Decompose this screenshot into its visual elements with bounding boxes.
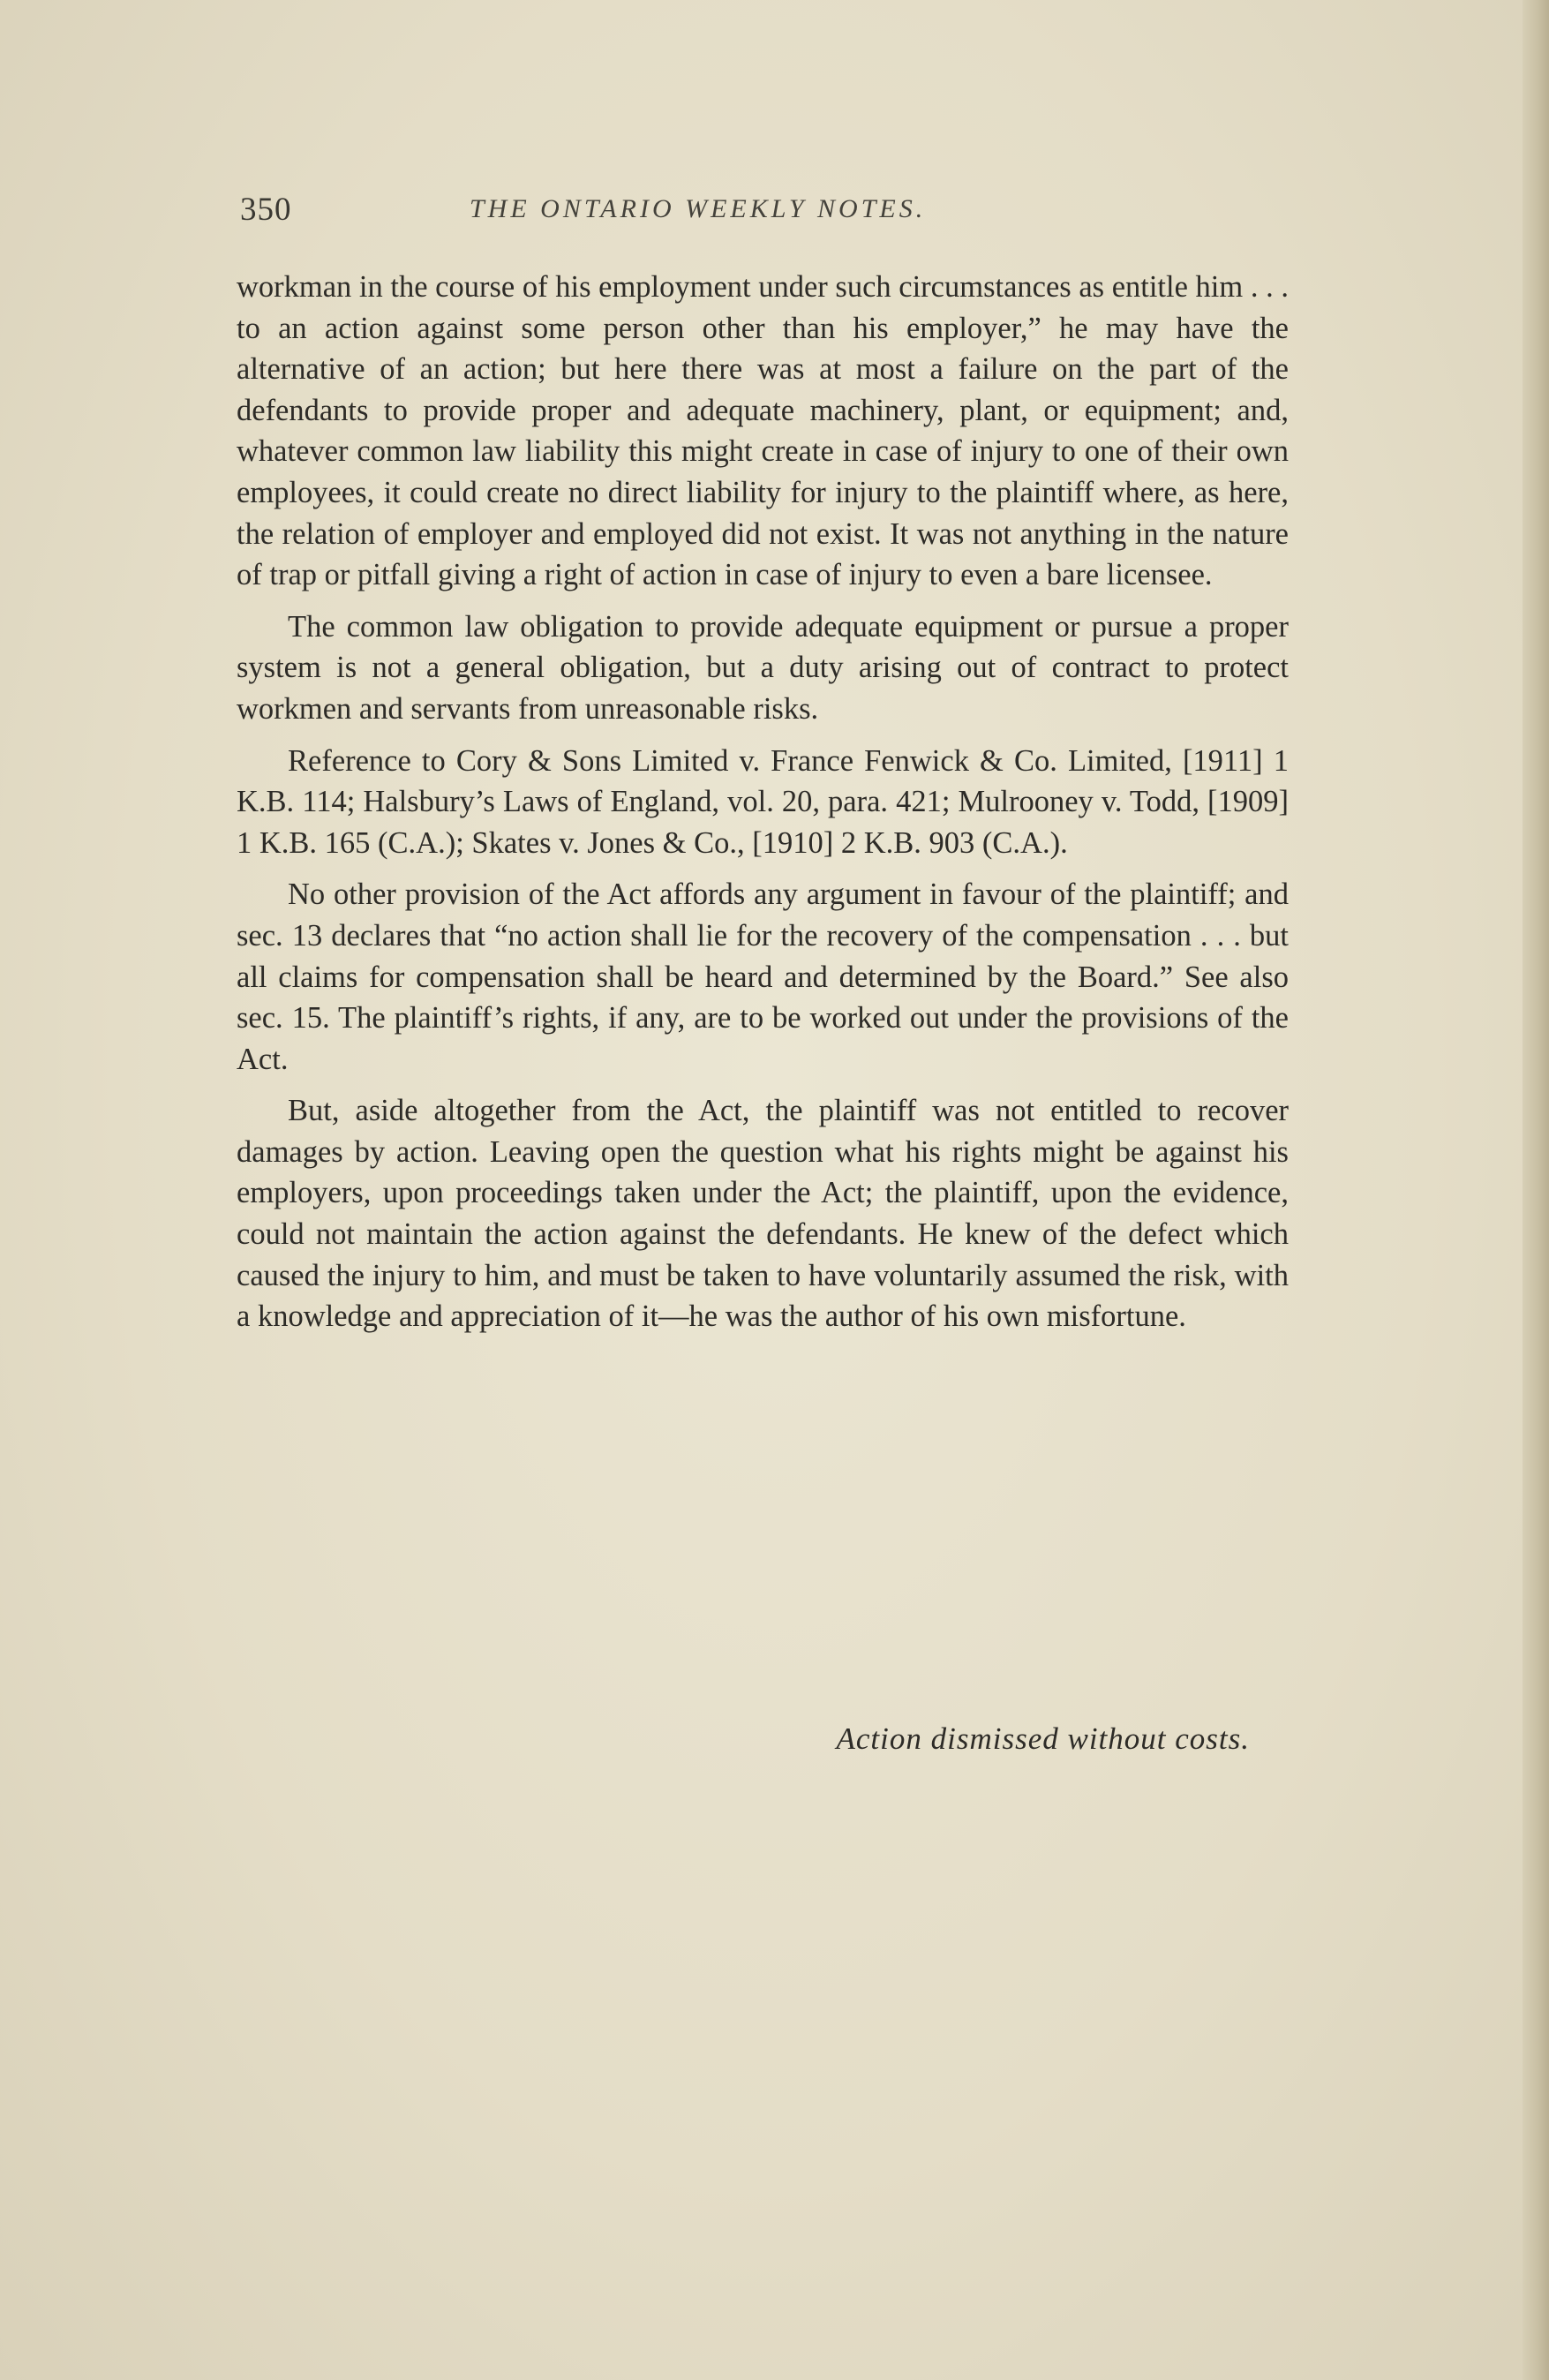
paragraph: The common law obligation to provide adequate equipment or pursue a proper system is not a general obligation, but a duty arising out of contract to protect workmen and servants from unreasonable risks. [237,609,1289,726]
page-header [240,187,1282,240]
paragraph: workman in the course of his employment under such circumstances as entitle him . . . to an action against some person other than his employer,” he may have the alternative of an action; but here there was at most a failure on the part of the defendants to provide proper and adequate machinery, plant, or equipment; and, whatever common law liability this might create in case of injury to one of their own employees, it could create no direct liability for injury to the plaintiff where, as here, the relation of employer and employed did not exist. It was not anything in the nature of trap or pitfall giving a right of action in case of injury to even a bare licensee. [237,270,1289,592]
paragraph: No other provision of the Act affords any argument in favour of the plaintiff; and sec. 13 declares that “no action shall lie for the recovery of the compensation . . . but all claims for compensation shall be heard and determined by the Board.” See also sec. 15. The plaintiff’s rights, if any, are to be worked out under the provisions of the Act. [237,877,1289,1076]
closing-line: Action dismissed without costs. [836,1721,1250,1756]
paragraph: Reference to Cory & Sons Limited v. France Fenwick & Co. Limited, [1911] 1 K.B. 114; Halsbury’s Laws of England, vol. 20, para. 421; Mulrooney v. Todd, [1909] 1 K.B. 165 (C.A.); Skates v. Jones & Co., [1910] 2 K.B. 903 (C.A.). [237,743,1289,860]
running-head: THE ONTARIO WEEKLY NOTES. [470,194,927,223]
body-text [237,267,1289,1348]
page-number: 350 [240,192,292,228]
paragraph: But, aside altogether from the Act, the plaintiff was not entitled to recover damages by action. Leaving open the question what his rights might be against his employers, upon proceedings taken under the Act; the plaintiff, upon the evidence, could not maintain the action against the defendants. He knew of the defect which caused the injury to him, and must be taken to have voluntarily assumed the risk, with a knowledge and appreciation of it—he was the author of his own misfortune. [237,1094,1289,1334]
page-edge-shadow [1523,0,1549,2380]
